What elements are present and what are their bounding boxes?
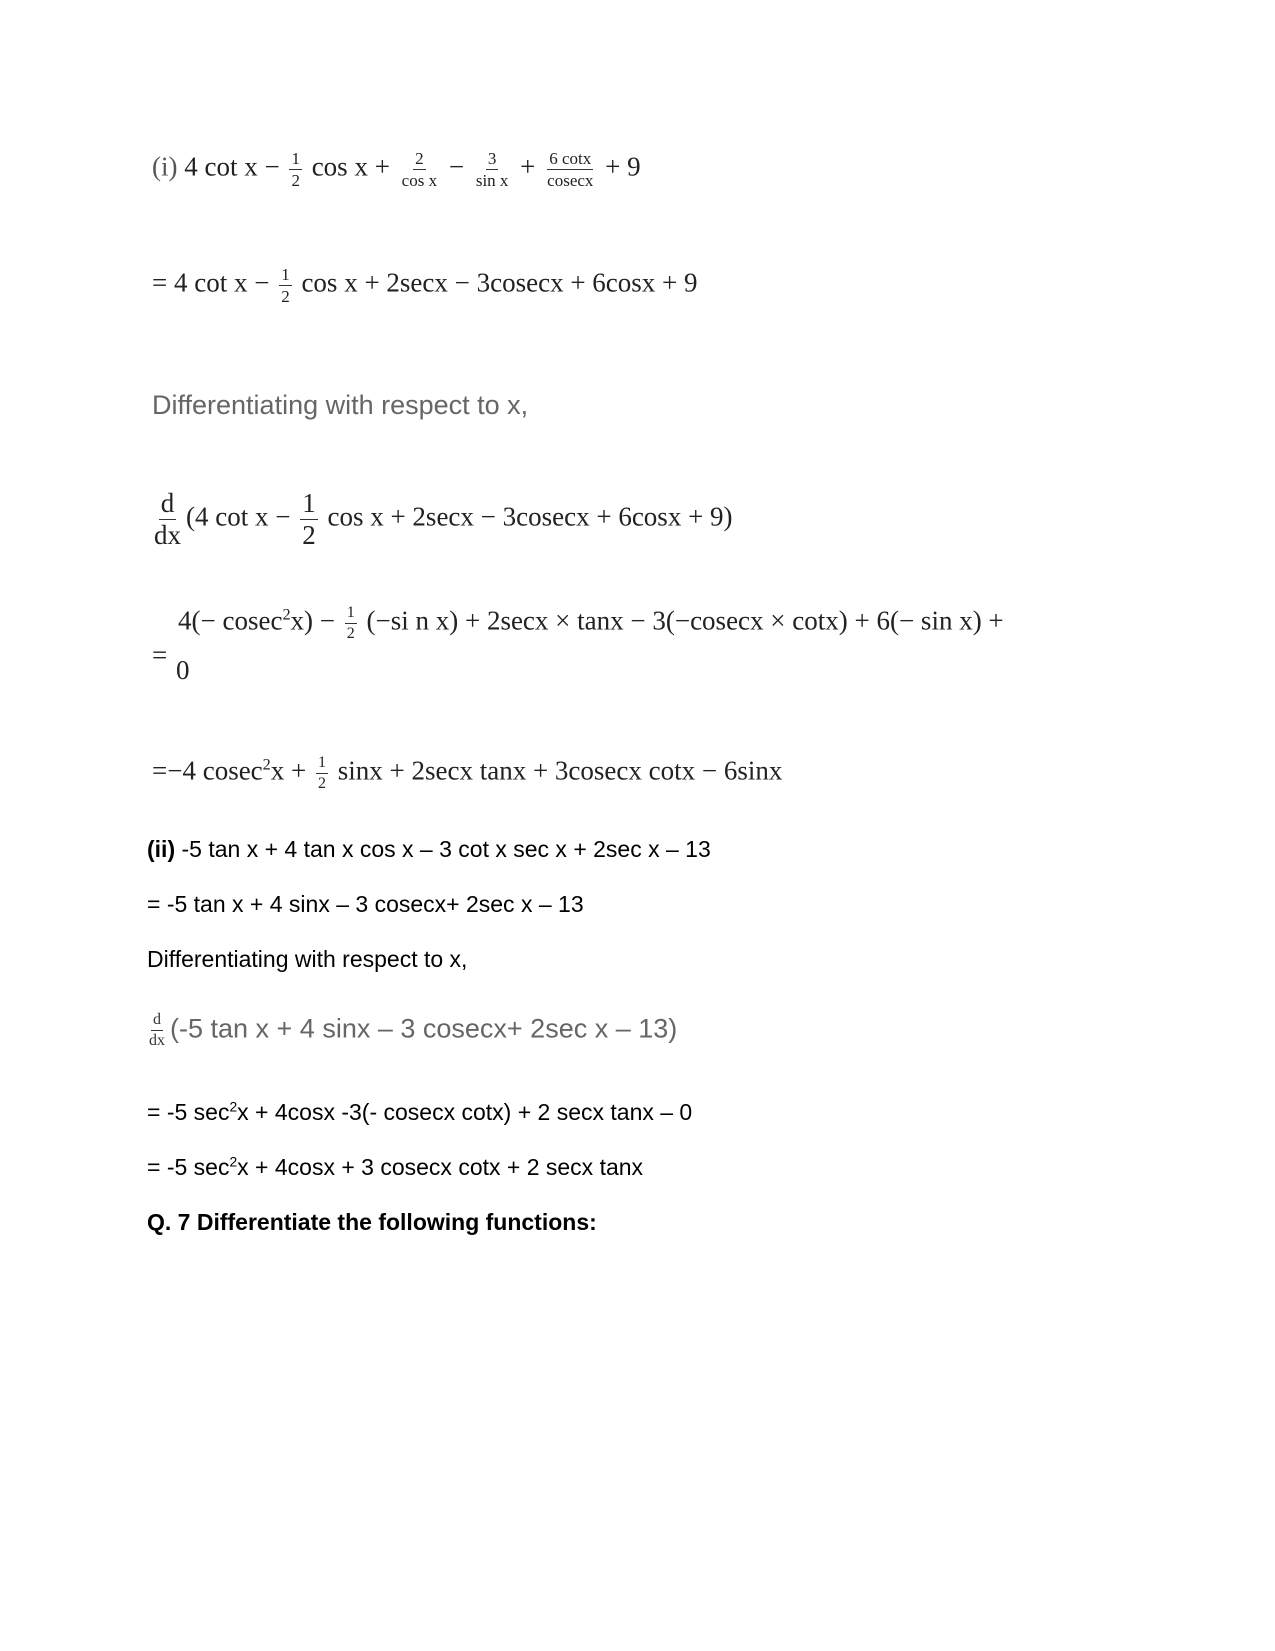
part-ii-derivative: $\frac{d}{dx}$ (-5 tan x + 4 sinx – 3 cosecx+ 2sec x – 13) xyxy=(149,1011,678,1049)
part-i-diff-text: Differentiating with respect to x, xyxy=(152,390,529,420)
part-ii-step1: = -5 $\sec^2x + 4\cos x$ -3(- cosecx cotx) + 2 secx tanx – 0 xyxy=(147,1099,693,1125)
part-i-step3: =−4 cosec$^2$x + $\frac{1}{2}$ sinx + 2secx tanx + 3cosecx cotx − 6sinx xyxy=(152,754,783,792)
fraction: $\frac{1}{2}$ xyxy=(318,754,326,792)
part-i-label: (i) xyxy=(152,151,178,182)
part-i-step2-zero: 0 xyxy=(176,655,190,685)
part-i-simplified: = 4 cot x − $\frac{1}{2}$ cos x + 2secx − 3cosecx + 6cosx + 9 xyxy=(152,265,698,306)
part-ii-expression: (ii) -5 tan x + 4 tan x cos x – 3 cot x sec x + 2sec x – 13 xyxy=(147,836,711,862)
part-i-derivative: $\frac{d}{dx}$ (4 cot x − $\frac{1}{2}$ cos x + 2secx − 3cosecx + 6cosx + 9) xyxy=(154,488,733,550)
part-i-step2: 4(− cosec$^2$x) − $\frac{1}{2}$ (−si n x) + 2secx × tanx − 3(−cosecx × cotx) + 6(− sin x) + xyxy=(178,604,1004,642)
part-ii-step2: = -5 $\sec^2x + 4\cos x + 3$ cosecx cotx + 2 secx tanx xyxy=(147,1154,644,1180)
d-dx-fraction: $\frac{d}{dx}$ xyxy=(149,1011,165,1049)
d-dx-fraction: $\frac{d}{dx}$ xyxy=(154,488,181,550)
question-heading: Q. 7 Differentiate the following functions: xyxy=(147,1209,597,1235)
fraction: $\frac{2}{\text{cos x}}$ xyxy=(401,149,438,190)
part-ii-label: (ii) xyxy=(147,836,176,862)
part-ii-simplified: = -5 tan x + 4 sinx – 3 cosecx+ 2sec x – 13 xyxy=(147,891,584,917)
fraction: $\frac{1}{2}$ xyxy=(291,149,300,190)
fraction: $\frac{6 \cot x}{cosecx}$ xyxy=(547,149,594,190)
part-i-expression: (i) 4 cot x − $\frac{1}{2}$ cos x + $\frac{2}{\text{cos x}}$ − $\frac{3}{\text{sin x}}$ + $\frac{6 \cot x}{cosecx}$ + 9 xyxy=(152,149,641,190)
fraction: $\frac{1}{2}$ xyxy=(302,488,316,550)
fraction: $\frac{1}{2}$ xyxy=(346,604,355,642)
part-i-eq-sign: = xyxy=(152,640,168,670)
fraction: $\frac{3}{\text{sin x}}$ xyxy=(475,149,509,190)
part-ii-diff-text: Differentiating with respect to x, xyxy=(147,946,468,972)
fraction: $\frac{1}{2}$ xyxy=(281,265,290,306)
